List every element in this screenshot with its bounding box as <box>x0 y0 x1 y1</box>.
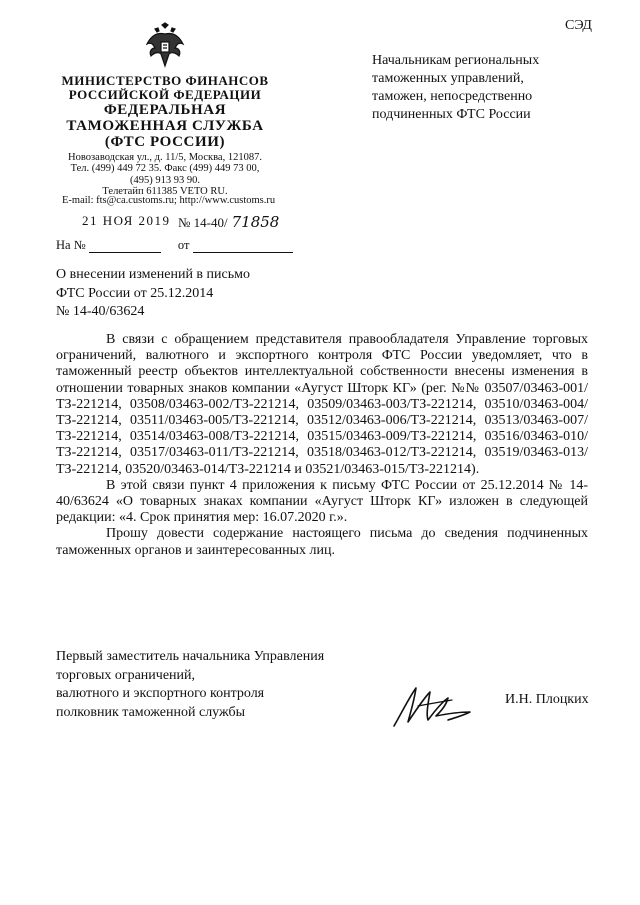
na-blank <box>89 252 161 253</box>
contact-line: Телетайп 611385 VETO RU. <box>102 185 228 197</box>
handwritten-signature-icon <box>388 682 488 730</box>
recipient-line: Начальникам региональных <box>372 53 540 68</box>
signer-title-line: Первый заместитель начальника Управления <box>56 649 325 664</box>
service-line: (ФТС РОССИИ) <box>104 133 226 150</box>
number-prefix: № 14-40/ <box>178 215 228 230</box>
body-paragraph: В связи с обращением представителя правообладателя Управление торговых ограничений, валютного и экспортного контроля ФТС России уведомляет, что в таможенный реестр объектов интеллектуальной собственности внесены изменения в отношении товарных знаков компании «Аугуст Шторк КГ» (рег. №№ 03507/03463-001/ТЗ-221214, 03508/03463-002/ТЗ-221214, 03509/03463-003/ТЗ-221214, 03510/03463-004/ТЗ-221214, 03511/03463-005/ТЗ-221214, 03512/03463-006/ТЗ-221214, 03513/03463-007/ТЗ-221214, 03514/03463-008/ТЗ-221214, 03515/03463-009/ТЗ-221214, 03516/03463-010/ТЗ-221214, 03517/03463-011/ТЗ-221214, 03518/03463-012/ТЗ-221214, 03519/03463-013/ТЗ-221214, 03520/03463-014/ТЗ-221214 и 03521/03463-015/ТЗ-221214). <box>56 332 588 477</box>
signer-title-line: торговых ограничений, <box>56 667 196 683</box>
contact-line: Тел. (499) 449 72 35. Факс (499) 449 73 00, <box>70 163 260 175</box>
reference-line <box>56 238 293 253</box>
recipient-line: таможен, непосредственно <box>372 89 533 104</box>
email-line: E-mail: fts@ca.customs.ru; http://www.customs.ru <box>62 195 276 206</box>
russian-coat-of-arms-icon <box>143 22 187 70</box>
service-line: ТАМОЖЕННАЯ СЛУЖБА <box>66 117 264 134</box>
signer-title-line: валютного и экспортного контроля <box>56 686 265 701</box>
signer-title <box>56 648 376 722</box>
body-paragraph: В этой связи пункт 4 приложения к письму ФТС России от 25.12.2014 № 14-40/63624 «О товарных знаках компании «Аугуст Шторк КГ» изложен в следующей редакции: «4. Срок принятия мер: 16.07.2020 г.». <box>56 477 588 526</box>
subject-line: № 14-40/63624 <box>56 304 145 319</box>
na-label: На № <box>56 238 86 252</box>
subject-block <box>56 266 356 322</box>
contact-line: Новозаводская ул., д. 11/5, Москва, 121087. <box>68 152 262 163</box>
contact-block <box>40 152 290 197</box>
ministry-name <box>40 74 290 101</box>
ministry-line: МИНИСТЕРСТВО ФИНАНСОВ <box>61 73 269 88</box>
subject-line: ФТС России от 25.12.2014 <box>56 285 214 301</box>
letter-body <box>56 332 588 559</box>
recipient-line: таможенных управлений, <box>372 71 524 86</box>
ot-blank <box>193 252 293 253</box>
signer-name: И.Н. Плоцких <box>505 692 589 707</box>
service-line: ФЕДЕРАЛЬНАЯ <box>103 102 227 118</box>
date-stamp: 21 НОЯ 2019 <box>82 213 171 228</box>
ot-label: от <box>177 238 190 252</box>
recipient-line: подчиненных ФТС России <box>372 107 531 122</box>
ministry-line: РОССИЙСКОЙ ФЕДЕРАЦИИ <box>68 86 262 102</box>
signer-title-line: полковник таможенной службы <box>56 704 246 720</box>
recipient-block <box>372 52 612 124</box>
number-handwritten: 71858 <box>231 213 280 231</box>
subject-line: О внесении изменений в письмо <box>56 267 250 282</box>
service-name <box>40 103 290 150</box>
sed-label: СЭД <box>565 18 592 33</box>
contact-line: (495) 913 93 90. <box>130 174 200 186</box>
body-paragraph: Прошу довести содержание настоящего письма до сведения подчиненных таможенных органов и заинтересованных лиц. <box>56 526 588 558</box>
outgoing-number <box>178 213 279 231</box>
